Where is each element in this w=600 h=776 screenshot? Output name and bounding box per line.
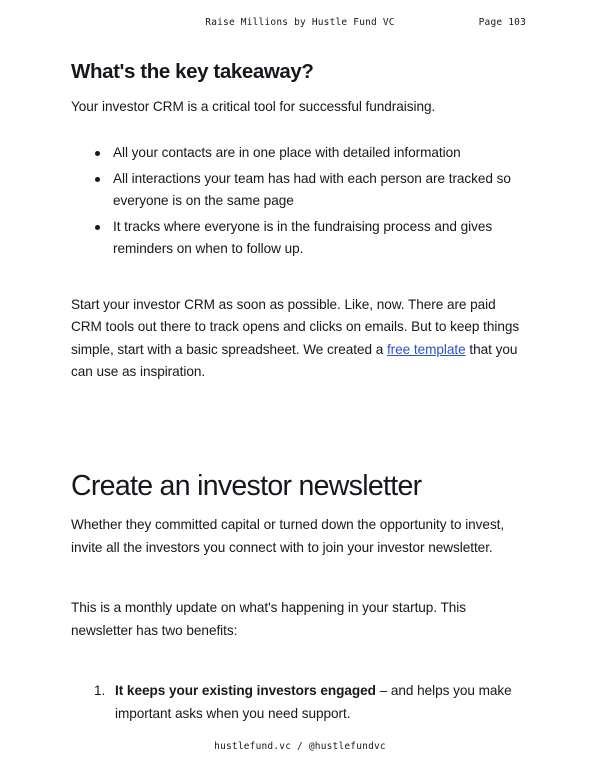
crm-closing-paragraph xyxy=(71,294,529,384)
newsletter-benefits-list xyxy=(71,680,529,725)
crm-closing-text-part2: that you can use as inspiration. xyxy=(71,341,518,380)
takeaway-bullet-list xyxy=(71,142,529,261)
list-item-rest: – and helps you make important asks when you need support. xyxy=(115,682,512,721)
page-number: Page 103 xyxy=(478,17,526,28)
running-header-title: Raise Millions by Hustle Fund VC xyxy=(205,17,395,28)
section-heading-takeaway: What's the key takeaway? xyxy=(71,60,314,83)
page-footer: hustlefund.vc / @hustlefundvc xyxy=(214,741,386,752)
spacer xyxy=(71,126,529,142)
list-item: It tracks where everyone is in the fundraising process and gives reminders on when to follow up. xyxy=(111,216,529,261)
list-item: All your contacts are in one place with detailed information xyxy=(111,142,529,165)
spacer xyxy=(71,264,529,294)
spacer xyxy=(71,650,529,680)
spacer xyxy=(71,440,529,470)
takeaway-intro-paragraph: Your investor CRM is a critical tool for successful fundraising. xyxy=(71,98,436,114)
free-template-link[interactable]: free template xyxy=(386,341,466,357)
list-item: All interactions your team has had with each person are tracked so everyone is on the same page xyxy=(111,168,529,213)
spacer xyxy=(71,567,529,597)
page-content xyxy=(71,60,529,728)
list-item-bold-lead: It keeps your existing investors engaged xyxy=(115,682,376,698)
newsletter-paragraph-1: Whether they committed capital or turned down the opportunity to invest, invite all the investors you connect with to join your investor newsletter. xyxy=(71,517,505,555)
crm-closing-text-part1: Start your investor CRM as soon as possible. Like, now. There are paid CRM tools out there to track opens and clicks on emails. But to keep things simple, start with a basic spreadsheet. We created a xyxy=(71,296,520,357)
newsletter-paragraph-2: This is a monthly update on what's happening in your startup. This newsletter has two benefits: xyxy=(71,600,467,638)
spacer xyxy=(71,392,529,440)
list-item xyxy=(115,680,529,725)
section-heading-newsletter: Create an investor newsletter xyxy=(71,469,422,502)
